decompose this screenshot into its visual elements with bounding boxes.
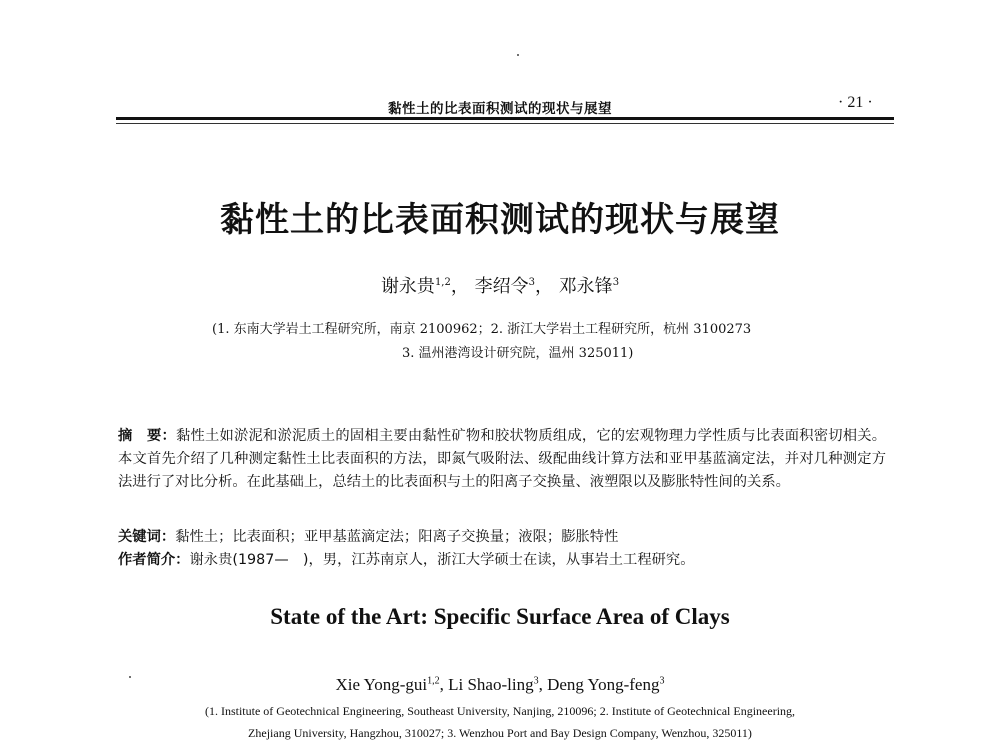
chinese-affiliation-line-1: (1. 东南大学岩土工程研究所，南京 2100962；2. 浙江大学岩土工程研究所，杭州 3100273 <box>212 322 752 337</box>
chinese-title: 黏性土的比表面积测试的现状与展望 <box>220 200 780 240</box>
running-header-title: 黏性土的比表面积测试的现状与展望 <box>388 101 612 117</box>
scan-speck <box>517 54 519 56</box>
chinese-authors <box>0 272 1000 298</box>
english-title: State of the Art: Specific Surface Area of Clays <box>270 604 730 629</box>
keywords-line <box>118 526 618 546</box>
abstract-label: 摘 要： <box>118 428 176 444</box>
author-en-1: Xie Yong-gui$^{1,2}$, <box>335 675 449 694</box>
english-authors <box>0 675 1000 695</box>
english-affiliation-line-2: Zhejiang University, Hangzhou, 310027; 3. Wenzhou Port and Bay Design Company, Wenzhou, 325011) <box>248 726 752 740</box>
abstract-text: 黏性土如淤泥和淤泥质土的固相主要由黏性矿物和胶状物质组成，它的宏观物理力学性质与比表面积密切相关。本文首先介绍了几种测定黏性土比表面积的方法，即氮气吸附法、级配曲线计算方法和亚甲基蓝滴定法，并对几种测定方法进行了对比分析。在此基础上，总结土的比表面积与土的阳离子交换量、液塑限以及膨胀特性间的关系。 <box>118 428 887 490</box>
author-cn-2: 李绍令$^3$， <box>474 276 553 297</box>
header-rule-thin <box>116 123 894 124</box>
author-cn-1: 谢永贵$^{1,2}$， <box>380 276 469 297</box>
author-en-2: Li Shao-ling$^3$, <box>448 675 548 694</box>
author-bio-text: 谢永贵(1987— )，男，江苏南京人，浙江大学硕士在读，从事岩土工程研究。 <box>189 552 695 568</box>
english-affiliation-line-1: (1. Institute of Geotechnical Engineering, Southeast University, Nanjing, 210096; 2. Institute of Geotechnical Engineering, <box>204 704 796 718</box>
author-bio-line <box>118 549 695 569</box>
abstract-block <box>118 425 886 494</box>
author-cn-3: 邓永锋$^3$ <box>558 276 620 297</box>
chinese-affiliation-line-2: 3. 温州港湾设计研究院，温州 325011) <box>402 346 634 361</box>
keywords-text: 黏性土；比表面积；亚甲基蓝滴定法；阳离子交换量；液限；膨胀特性 <box>175 529 619 545</box>
header-rule-thick <box>116 117 894 120</box>
keywords-label: 关键词： <box>118 529 176 545</box>
author-bio-label: 作者简介： <box>118 552 190 568</box>
page-number: · 21 · <box>838 94 873 111</box>
author-en-3: Deng Yong-feng$^3$ <box>547 675 665 694</box>
